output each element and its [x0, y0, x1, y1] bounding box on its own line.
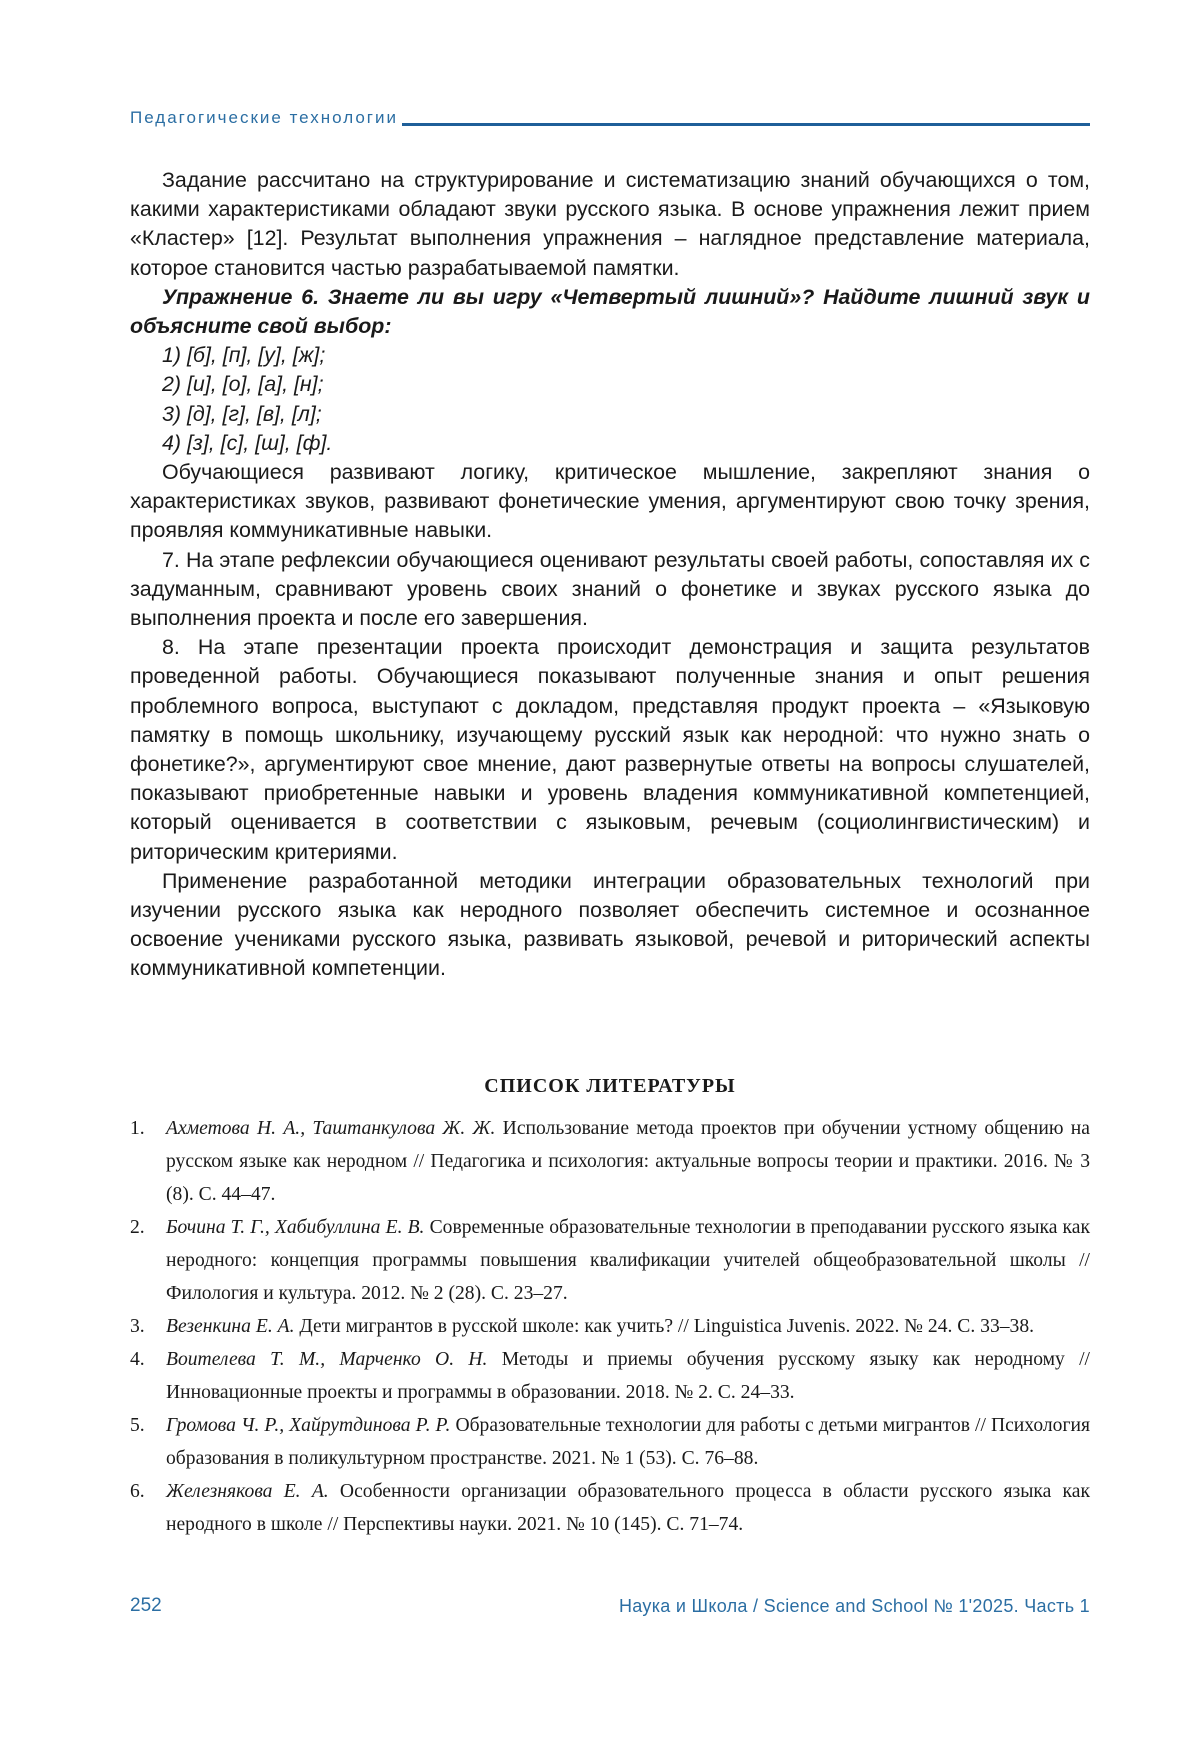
reference-authors: Железнякова Е. А.	[166, 1481, 329, 1502]
reference-title: Дети мигрантов в русской школе: как учить? // Linguistica Juvenis. 2022. № 24. С. 33–38.	[299, 1316, 1035, 1337]
page-footer	[130, 1594, 1090, 1618]
reference-authors: Громова Ч. Р., Хайрутдинова Р. Р.	[166, 1415, 451, 1436]
journal-info: Наука и Школа / Science and School № 1'2025. Часть 1	[618, 1595, 1090, 1616]
reference-text	[166, 1211, 1090, 1310]
exercise-item-3: 3) [д], [г], [в], [л];	[162, 401, 322, 426]
reference-title: Современные образовательные технологии в преподавании русского языка как неродного: концепция программы повышения квалификации учителей общеобразовательной школы // Филология и культура. 2012. № 2 (28). С. 23–27.	[166, 1217, 1090, 1304]
running-header	[130, 104, 1090, 128]
paragraph-conclusion: Применение разработанной методики интеграции образовательных технологий при изучении русского языка как неродного позволяет обеспечить системное и осознанное освоение учениками русского языка, развивать языковой, речевой и риторический аспекты коммуникативной компетенции.	[130, 868, 1090, 981]
reference-authors: Ахметова Н. А., Таштанкулова Ж. Ж.	[166, 1118, 496, 1139]
reference-item	[130, 1475, 1090, 1541]
references-list	[130, 1112, 1090, 1541]
reference-number: 4.	[130, 1349, 145, 1370]
header-rule	[402, 123, 1090, 126]
exercise-item-1: 1) [б], [п], [у], [ж];	[162, 343, 326, 368]
reference-item	[130, 1409, 1090, 1475]
references-heading: СПИСОК ЛИТЕРАТУРЫ	[484, 1075, 736, 1097]
reference-item	[130, 1310, 1090, 1343]
reference-number: 6.	[130, 1481, 145, 1502]
reference-item	[130, 1211, 1090, 1310]
reference-text	[166, 1475, 1090, 1541]
paragraph-task-description: Задание рассчитано на структурирование и систематизацию знаний обучающихся о том, какими характеристиками обладают звуки русского языка. В основе упражнения лежит прием «Кластер» [12]. Результат выполнения упражнения – наглядное представление материала, которое становится частью разрабатываемой памятки.	[130, 168, 1090, 280]
reference-item	[130, 1112, 1090, 1211]
article-body	[130, 166, 1090, 984]
reference-authors: Воителева Т. М., Марченко О. Н.	[166, 1349, 488, 1370]
paragraph-outcomes: Обучающиеся развивают логику, критическое мышление, закрепляют знания о характеристиках звуков, развивают фонетические умения, аргументируют свою точку зрения, проявляя коммуникативные навыки.	[130, 460, 1090, 543]
reference-number: 1.	[130, 1118, 145, 1139]
reference-text	[166, 1343, 1090, 1409]
reference-title: Образовательные технологии для работы с детьми мигрантов // Психология образования в поликультурном пространстве. 2021. № 1 (53). С. 76–88.	[166, 1415, 1090, 1469]
reference-number: 5.	[130, 1415, 145, 1436]
exercise-item-2: 2) [и], [о], [а], [н];	[162, 372, 324, 397]
page-number: 252	[130, 1595, 162, 1616]
exercise-6-title: Упражнение 6. Знаете ли вы игру «Четвертый лишний»? Найдите лишний звук и объясните свой выбор:	[130, 284, 1090, 339]
reference-title: Особенности организации образовательного процесса в области русского языка как неродного в школе // Перспективы науки. 2021. № 10 (145). С. 71–74.	[166, 1481, 1090, 1535]
reference-title: Методы и приемы обучения русскому языку как неродному // Инновационные проекты и программы в образовании. 2018. № 2. С. 24–33.	[166, 1349, 1090, 1403]
reference-text	[166, 1409, 1090, 1475]
reference-text	[166, 1112, 1090, 1211]
reference-authors: Везенкина Е. А.	[166, 1316, 295, 1337]
reference-item	[130, 1343, 1090, 1409]
paragraph-reflection-stage: 7. На этапе рефлексии обучающиеся оценивают результаты своей работы, сопоставляя их с задуманным, сравнивают уровень своих знаний о фонетике и звуках русского языка до выполнения проекта и после его завершения.	[130, 547, 1090, 631]
reference-number: 3.	[130, 1316, 145, 1337]
paragraph-presentation-stage: 8. На этапе презентации проекта происходит демонстрация и защита результатов проведенной работы. Обучающиеся показывают полученные знания и опыт решения проблемного вопроса, выступают с докладом, представляя продукт проекта – «Языковую памятку в помощь школьнику, изучающему русский язык как неродной: что нужно знать о фонетике?», аргументируют свое мнение, дают развернутые ответы на вопросы слушателей, показывают приобретенные навыки и уровень владения коммуникативной компетенцией, который оценивается в соответствии с языковым, речевым (социолингвистическим) и риторическим критериями.	[130, 635, 1090, 864]
reference-authors: Бочина Т. Г., Хабибуллина Е. В.	[166, 1217, 425, 1238]
reference-title: Использование метода проектов при обучении устному общению на русском языке как неродном // Педагогика и психология: актуальные вопросы теории и практики. 2016. № 3 (8). С. 44–47.	[166, 1118, 1090, 1205]
reference-text	[166, 1310, 1090, 1343]
reference-number: 2.	[130, 1217, 145, 1238]
exercise-item-4: 4) [з], [с], [ш], [ф].	[162, 430, 333, 455]
section-title: Педагогические технологии	[130, 108, 398, 127]
